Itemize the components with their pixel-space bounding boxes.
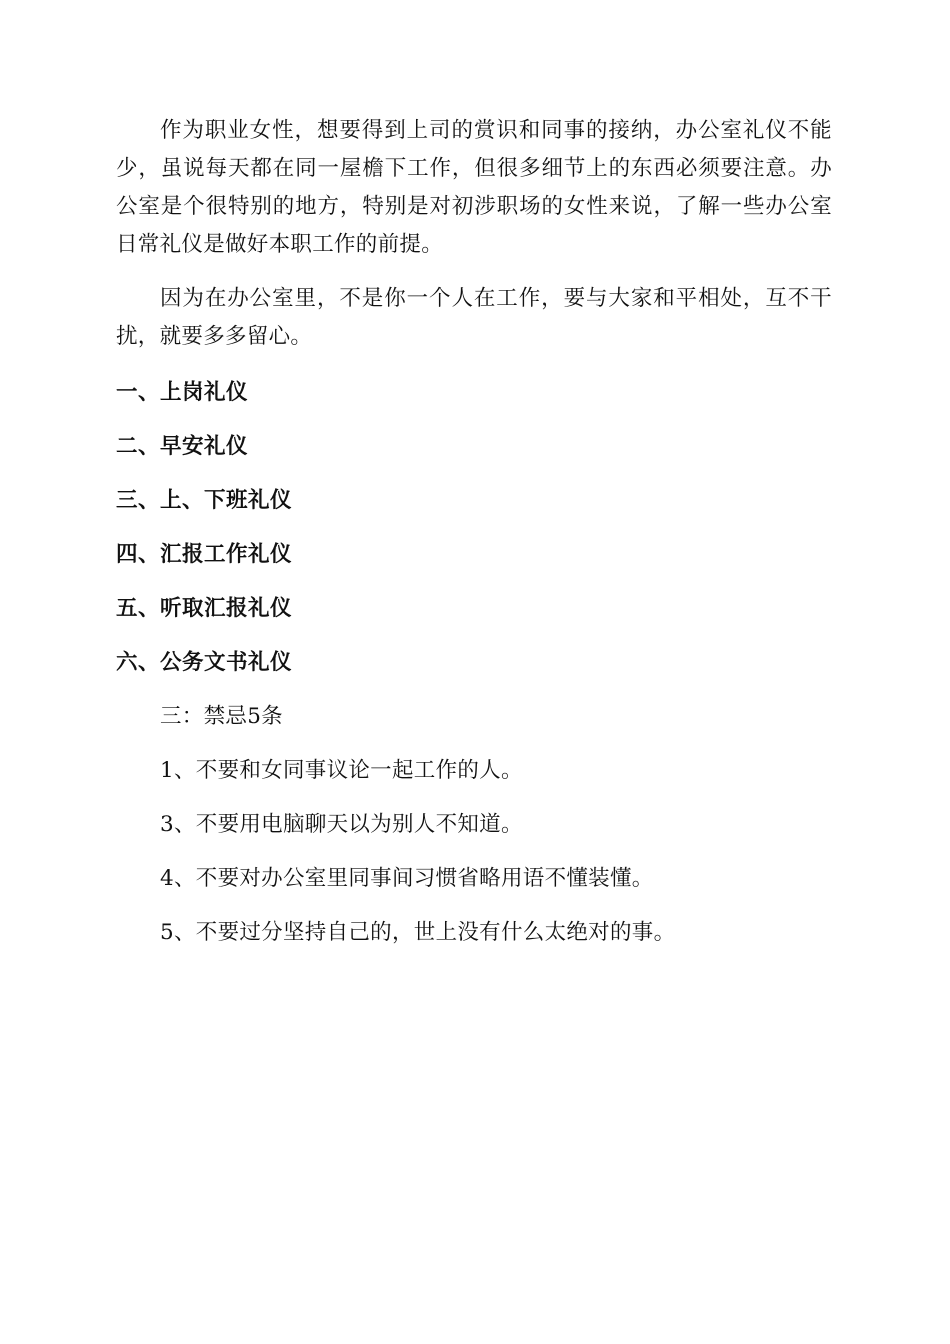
heading-item: 五、听取汇报礼仪 [116,596,293,621]
taboo-item: 3、不要用电脑聊天以为别人不知道。 [160,812,523,837]
taboo-item: 1、不要和女同事议论一起工作的人。 [160,758,523,783]
taboo-item: 5、不要过分坚持自己的，世上没有什么太绝对的事。 [160,920,676,945]
heading-item: 六、公务文书礼仪 [116,650,293,675]
heading-item: 四、汇报工作礼仪 [116,542,293,567]
section-headings [116,374,832,682]
taboo-section [116,698,832,952]
intro-paragraph: 作为职业女性，想要得到上司的赏识和同事的接纳，办公室礼仪不能少，虽说每天都在同一屋檐下工作，但很多细节上的东西必须要注意。办公室是个很特别的地方，特别是对初涉职场的女性来说，了解一些办公室日常礼仪是做好本职工作的前提。 [116,118,832,257]
document-page [116,112,832,968]
second-paragraph: 因为在办公室里，不是你一个人在工作，要与大家和平相处，互不干扰，就要多多留心。 [116,286,832,349]
heading-item: 三、上、下班礼仪 [116,488,293,513]
taboo-title: 三：禁忌5条 [160,704,283,729]
heading-item: 一、上岗礼仪 [116,380,249,405]
taboo-item: 4、不要对办公室里同事间习惯省略用语不懂装懂。 [160,866,654,891]
heading-item: 二、早安礼仪 [116,434,249,459]
